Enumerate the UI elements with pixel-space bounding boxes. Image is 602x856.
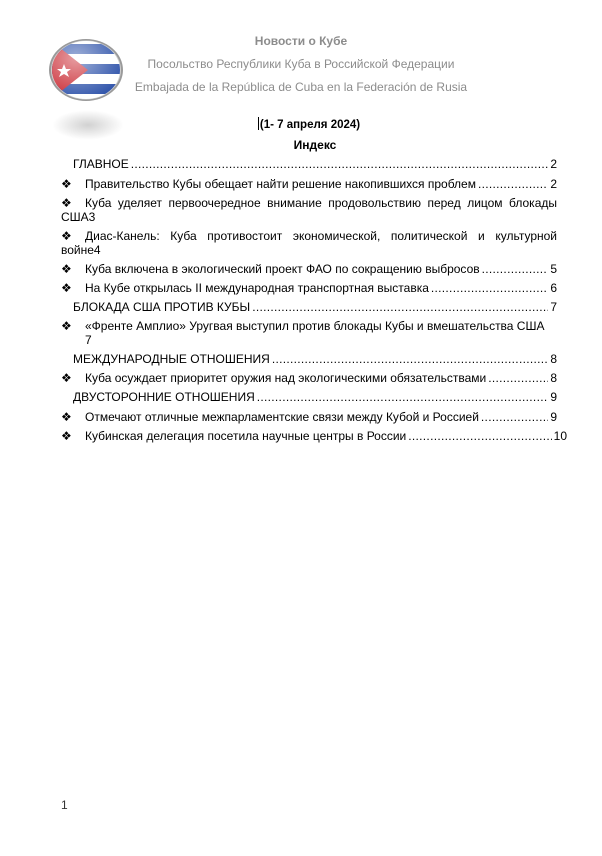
diamond-bullet-icon: ❖ [61,319,72,333]
toc-page: 7 [550,300,557,314]
toc-item[interactable] [61,371,557,385]
toc-label-cont: США [61,210,89,224]
toc-item[interactable] [61,410,557,424]
toc-page: 5 [550,262,557,276]
toc-page: 7 [85,333,92,347]
toc-item[interactable] [61,281,557,295]
toc-label-cont: войне [61,243,94,257]
toc-label: Диас-Канель: Куба противостоит экономической, политической и культурной [85,229,557,243]
dot-leader [482,262,549,276]
dot-leader [272,352,548,366]
toc-item[interactable] [61,262,557,276]
toc-label: ДВУСТОРОННИЕ ОТНОШЕНИЯ [73,390,255,404]
toc-item[interactable] [61,177,557,191]
toc-page: 4 [93,243,101,257]
toc-label: БЛОКАДА США ПРОТИВ КУБЫ [73,300,251,314]
toc-label: «Френте Амплио» Уругвая выступил против блокады Кубы и вмешательства США [85,319,545,333]
toc-page: 9 [550,390,557,404]
diamond-bullet-icon: ❖ [61,410,72,424]
toc-page: 8 [550,352,557,366]
toc-section-main[interactable] [61,157,557,171]
toc-page: 8 [550,371,557,385]
toc-label: Кубинская делегация посетила научные центры в России [85,429,407,443]
toc-label: Куба включена в экологический проект ФАО по сокращению выбросов [85,262,480,276]
dot-leader [481,410,548,424]
dot-leader [252,300,548,314]
index-title: Индекс [293,138,337,152]
date-range-text: (1- 7 апреля 2024) [259,119,361,131]
toc-item[interactable] [61,196,557,224]
toc-page: 3 [88,210,96,224]
diamond-bullet-icon: ❖ [61,371,72,385]
toc-label: ГЛАВНОЕ [73,157,129,171]
toc-item[interactable] [61,229,557,257]
dot-leader [257,390,549,404]
dot-leader [131,157,549,171]
header-embassy-ru: Посольство Республики Куба в Российской Федерации [147,57,455,71]
page-number: 1 [61,798,68,812]
toc-section-blockade[interactable] [61,300,557,314]
toc-label: На Кубе открылась II международная транспортная выставка [85,281,429,295]
toc-page: 9 [550,410,557,424]
toc-label: Правительство Кубы обещает найти решение накопившихся проблем [85,177,476,191]
toc-item[interactable] [61,319,557,347]
header-embassy-es: Embajada de la República de Cuba en la Federación de Rusia [134,80,468,94]
toc-section-international[interactable] [61,352,557,366]
date-range [0,117,602,131]
diamond-bullet-icon: ❖ [61,262,72,276]
toc-label: Куба уделяет первоочередное внимание продовольствию перед лицом блокады [85,196,557,210]
diamond-bullet-icon: ❖ [61,196,72,210]
dot-leader [488,371,548,385]
diamond-bullet-icon: ❖ [61,281,72,295]
dot-leader [408,429,551,443]
toc-label: Отмечают отличные межпарламентские связи между Кубой и Россией [85,410,479,424]
text-cursor [258,117,259,130]
toc-section-bilateral[interactable] [61,390,557,404]
table-of-contents [61,157,567,443]
diamond-bullet-icon: ❖ [61,229,72,243]
toc-page: 10 [553,429,567,443]
header-title: Новости о Кубе [254,34,348,48]
toc-page: 2 [550,157,557,171]
toc-label: МЕЖДУНАРОДНЫЕ ОТНОШЕНИЯ [73,352,270,366]
diamond-bullet-icon: ❖ [61,177,72,191]
dot-leader [478,177,548,191]
toc-label: Куба осуждает приоритет оружия над экологическими обязательствами [85,371,487,385]
toc-item[interactable] [61,429,567,443]
toc-page: 6 [550,281,557,295]
dot-leader [431,281,548,295]
toc-page: 2 [550,177,557,191]
diamond-bullet-icon: ❖ [61,429,72,443]
